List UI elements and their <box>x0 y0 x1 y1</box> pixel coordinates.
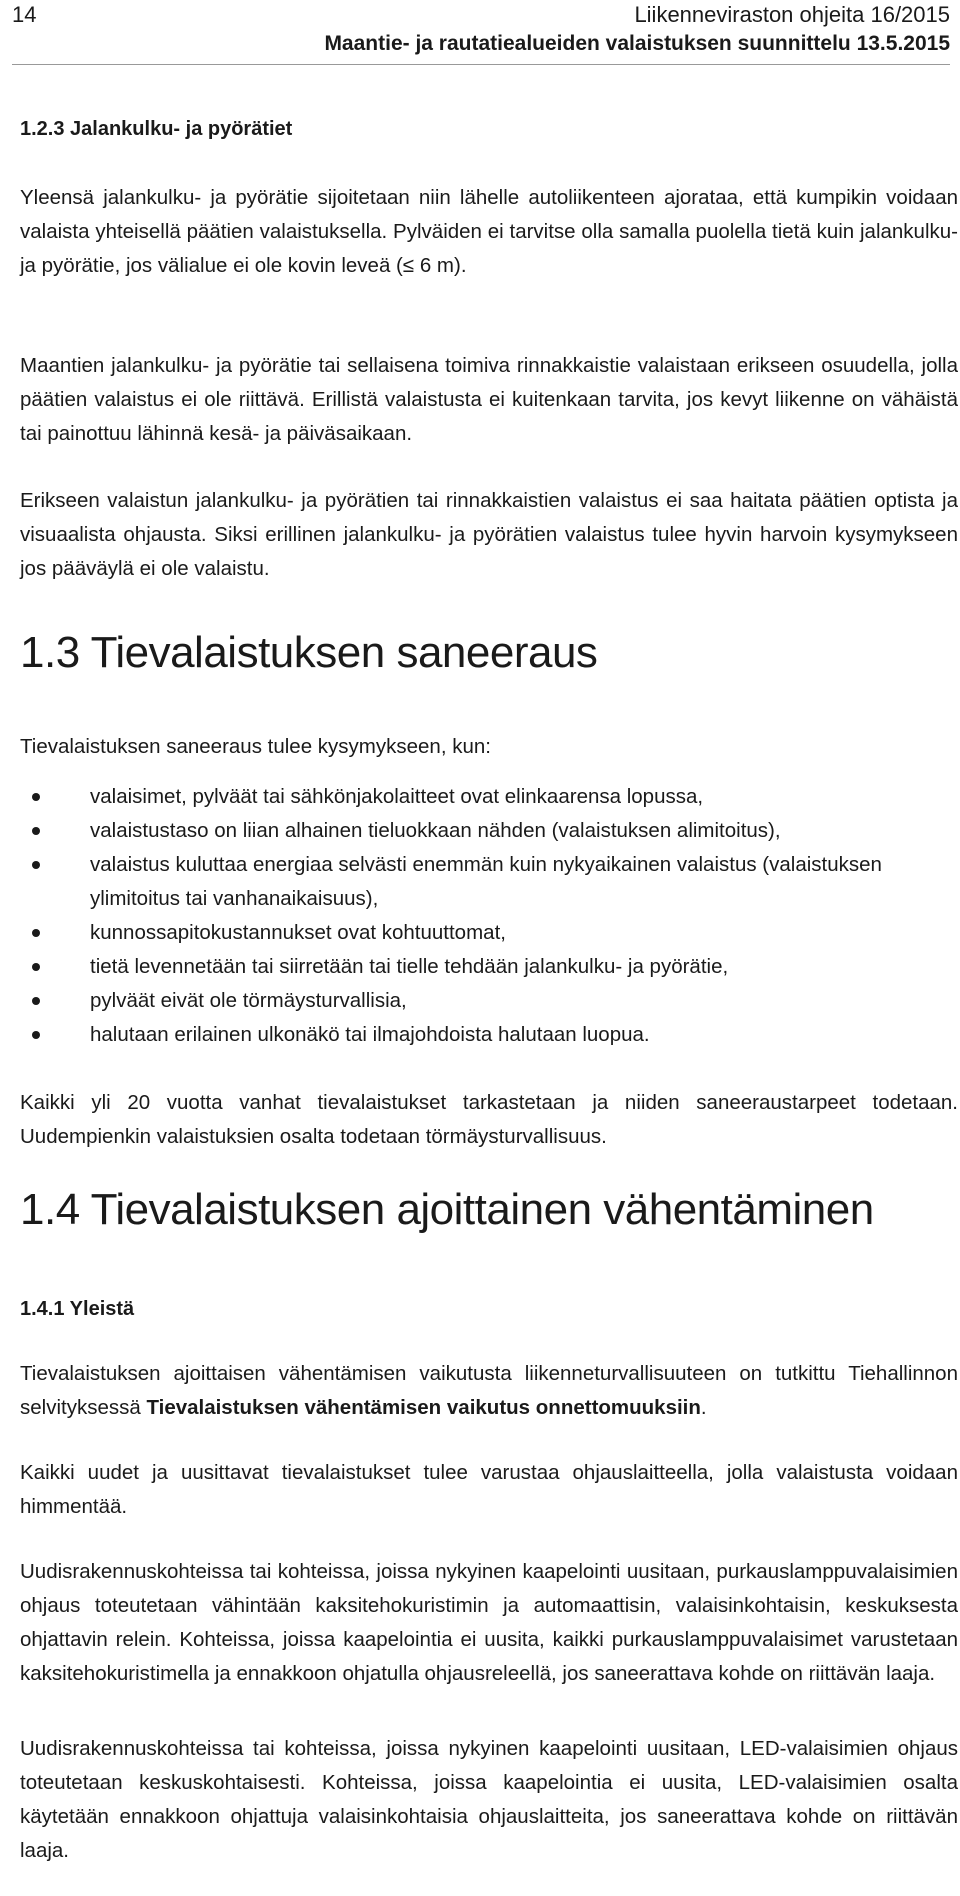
list-item-text: pylväät eivät ole törmäysturvallisia, <box>90 989 407 1012</box>
paragraph-text-start: Tievalaistuksen ajoittaisen vähentämisen vaikutusta liikenneturvallisuuteen on tutkittu Tiehallinnon selvityksessä <box>20 1362 958 1419</box>
header-series: Liikenneviraston ohjeita 16/2015 <box>634 2 950 27</box>
list-item <box>20 780 958 814</box>
paragraph-text: Uudisrakennuskohteissa tai kohteissa, joissa nykyinen kaapelointi uusitaan, LED-valaisimien ohjaus toteutetaan keskuskohtaisesti. Kohteissa, joissa kaapelointia ei uusita, LED-valaisimien osalta käytetään ennakkoon ohjattuja valaisinkohtaisia ohjauslaitteita, jos saneerattava kohde on riittävän laaja. <box>20 1737 958 1862</box>
section-1-2-3-heading: 1.2.3 Jalankulku- ja pyörätiet <box>20 118 293 140</box>
list-item <box>20 984 958 1018</box>
list-item-text: valaistustaso on liian alhainen tieluokkaan nähden (valaistuksen alimitoitus), <box>90 819 781 842</box>
list-item-text: kunnossapitokustannukset ovat kohtuuttomat, <box>90 921 506 944</box>
bullet-icon <box>32 963 40 971</box>
list-item-text: valaistus kuluttaa energiaa selvästi enemmän kuin nykyaikainen valaistus (valaistuksen ylimitoitus tai vanhanaikaisuus), <box>90 853 882 910</box>
list-item <box>20 848 958 916</box>
paragraph-text: Erikseen valaistun jalankulku- ja pyörätien tai rinnakkaistien valaistus ei saa haitata päätien optista ja visuaalista ohjausta. Siksi erillinen jalankulku- ja pyörätien valaistus tulee hyvin harvoin kysymykseen jos pääväylä ei ole valaistu. <box>20 489 958 580</box>
page-number: 14 <box>12 2 37 27</box>
header-title: Maantie- ja rautatiealueiden valaistuksen suunnittelu 13.5.2015 <box>324 32 950 55</box>
bullet-icon <box>32 997 40 1005</box>
list-item <box>20 1018 958 1052</box>
paragraph <box>20 181 958 283</box>
paragraph <box>20 730 958 764</box>
paragraph-text: Tievalaistuksen saneeraus tulee kysymykseen, kun: <box>20 735 491 758</box>
paragraph-text: Uudisrakennuskohteissa tai kohteissa, joissa nykyinen kaapelointi uusitaan, purkauslamppuvalaisimien ohjaus toteutetaan vähintään kaksitehokuristimin ja automaattisin, valaisinkohtaisin, keskuksesta ohjattavin relein. Kohteissa, joissa kaapelointia ei uusita, kaikki purkauslamppuvalaisimet varustetaan kaksitehokuristimella ja ennakkoon ohjatulla ohjausreleellä, jos saneerattava kohde on riittävän laaja. <box>20 1560 958 1685</box>
section-1-4-heading: 1.4 Tievalaistuksen ajoittainen vähentäminen <box>20 1185 874 1234</box>
bullet-icon <box>32 827 40 835</box>
paragraph-text <box>20 1357 958 1425</box>
section-1-4-1-heading: 1.4.1 Yleistä <box>20 1298 135 1320</box>
list-item <box>20 950 958 984</box>
bullet-icon <box>32 1031 40 1039</box>
paragraph-text: Yleensä jalankulku- ja pyörätie sijoitetaan niin lähelle autoliikenteen ajorataa, että kumpikin voidaan valaista yhteisellä päätien valaistuksella. Pylväiden ei tarvitse olla samalla puolella tietä kuin jalankulku- ja pyörätie, jos välialue ei ole kovin leveä (≤ 6 m). <box>20 186 958 277</box>
paragraph <box>20 1555 958 1691</box>
paragraph <box>20 349 958 451</box>
bullet-list <box>20 780 958 1052</box>
list-item-text: halutaan erilainen ulkonäkö tai ilmajohdoista halutaan luopua. <box>90 1023 650 1046</box>
paragraph-text: Kaikki uudet ja uusittavat tievalaistukset tulee varustaa ohjauslaitteella, jolla valaistusta voidaan himmentää. <box>20 1461 958 1518</box>
paragraph <box>20 1086 958 1154</box>
paragraph-text: Maantien jalankulku- ja pyörätie tai sellaisena toimiva rinnakkaistie valaistaan erikseen osuudella, jolla päätien valaistus ei ole riittävä. Erillistä valaistusta ei kuitenkaan tarvita, jos kevyt liikenne on vähäistä tai painottuu lähinnä kesä- ja päiväsaikaan. <box>20 354 958 445</box>
paragraph <box>20 1456 958 1524</box>
paragraph <box>20 1357 958 1425</box>
paragraph <box>20 484 958 586</box>
list-item-text: tietä levennetään tai siirretään tai tielle tehdään jalankulku- ja pyörätie, <box>90 955 729 978</box>
bullet-icon <box>32 793 40 801</box>
section-1-3-heading: 1.3 Tievalaistuksen saneeraus <box>20 628 598 677</box>
bullet-icon <box>32 929 40 937</box>
header-rule <box>12 64 950 65</box>
paragraph-text: Kaikki yli 20 vuotta vanhat tievalaistukset tarkastetaan ja niiden saneeraustarpeet todetaan. Uudempienkin valaistuksien osalta todetaan törmäysturvallisuus. <box>20 1091 958 1148</box>
bullet-icon <box>32 861 40 869</box>
report-title: Tievalaistuksen vähentämisen vaikutus onnettomuuksiin <box>146 1396 701 1419</box>
list-item <box>20 814 958 848</box>
paragraph <box>20 1732 958 1868</box>
list-item-text: valaisimet, pylväät tai sähkönjakolaitteet ovat elinkaarensa lopussa, <box>90 785 704 808</box>
list-item <box>20 916 958 950</box>
paragraph-text-end: . <box>700 1396 707 1419</box>
